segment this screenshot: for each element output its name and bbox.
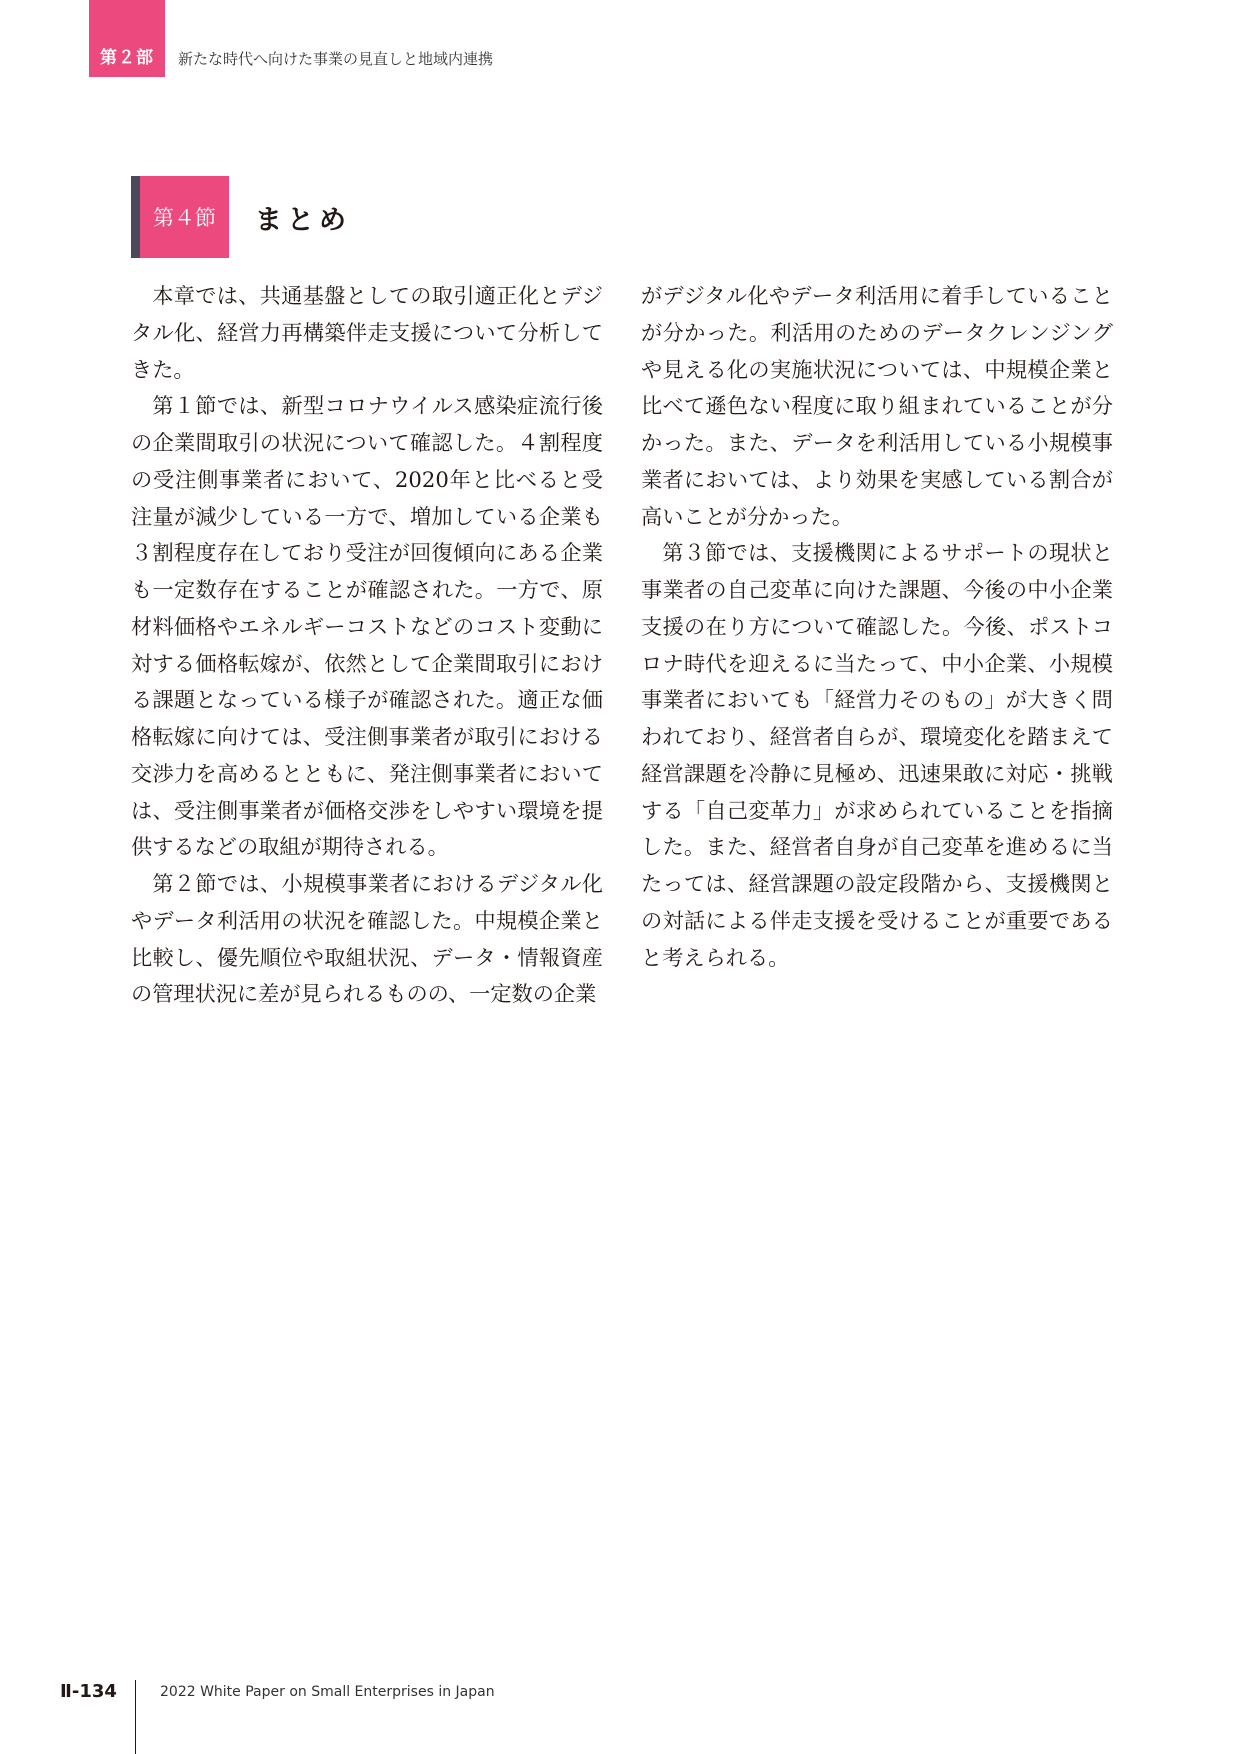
paragraph-section-2-continued: がデジタル化やデータ利活用に着手していることが分かった。利活用のためのデータクレンジングや見える化の実施状況については、中規模企業と比べて遜色ない程度に取り組まれていることが分かった。また、データを利活用している小規模事業者においては、より効果を実感している割合が高いことが分かった。 [641,283,1113,529]
paragraph-section-1: 第１節では、新型コロナウイルス感染症流行後の企業間取引の状況について確認した。４割程度の受注側事業者において、2020年と比べると受注量が減少している一方で、増加している企業も３割程度存在しており受注が回復傾向にある企業も一定数存在することが確認された。一方で、原材料価格やエネルギーコストなどのコスト変動に対する価格転嫁が、依然として企業間取引における課題となっている様子が確認された。適正な価格転嫁に向けては、受注側事業者が取引における交渉力を高めるとともに、発注側事業者においては、受注側事業者が価格交渉をしやすい環境を提供するなどの取組が期待される。 [131,393,603,860]
section-label: 第４節 [140,176,229,258]
body-column-right [641,278,1113,976]
page-number: Ⅱ-134 [60,1681,117,1702]
body-column-left [131,278,603,1013]
part-label-tab: 第２部 [89,0,165,77]
section-heading [131,176,351,258]
paragraph-section-3: 第３節では、支援機関によるサポートの現状と事業者の自己変革に向けた課題、今後の中小企業支援の在り方について確認した。今後、ポストコロナ時代を迎えるに当たって、中小企業、小規模事業者においても「経営力そのもの」が大きく問われており、経営者自らが、環境変化を踏まえて経営課題を冷静に見極め、迅速果敢に対応・挑戦する「自己変革力」が求められていることを指摘した。また、経営者自身が自己変革を進めるに当たっては、経営課題の設定段階から、支援機関との対話による伴走支援を受けることが重要であると考えられる。 [641,540,1113,970]
section-title: まとめ [255,204,351,236]
paragraph-intro: 本章では、共通基盤としての取引適正化とデジタル化、経営力再構築伴走支援について分析してきた。 [131,283,603,382]
footer-divider [135,1680,136,1754]
publication-title: 2022 White Paper on Small Enterprises in Japan [160,1684,495,1700]
paragraph-section-2: 第２節では、小規模事業者におけるデジタル化やデータ利活用の状況を確認した。中規模企業と比較し、優先順位や取組状況、データ・情報資産の管理状況に差が見られるものの、一定数の企業 [131,871,603,1007]
part-title: 新たな時代へ向けた事業の見直しと地域内連携 [178,50,494,68]
section-heading-bar [131,176,140,258]
